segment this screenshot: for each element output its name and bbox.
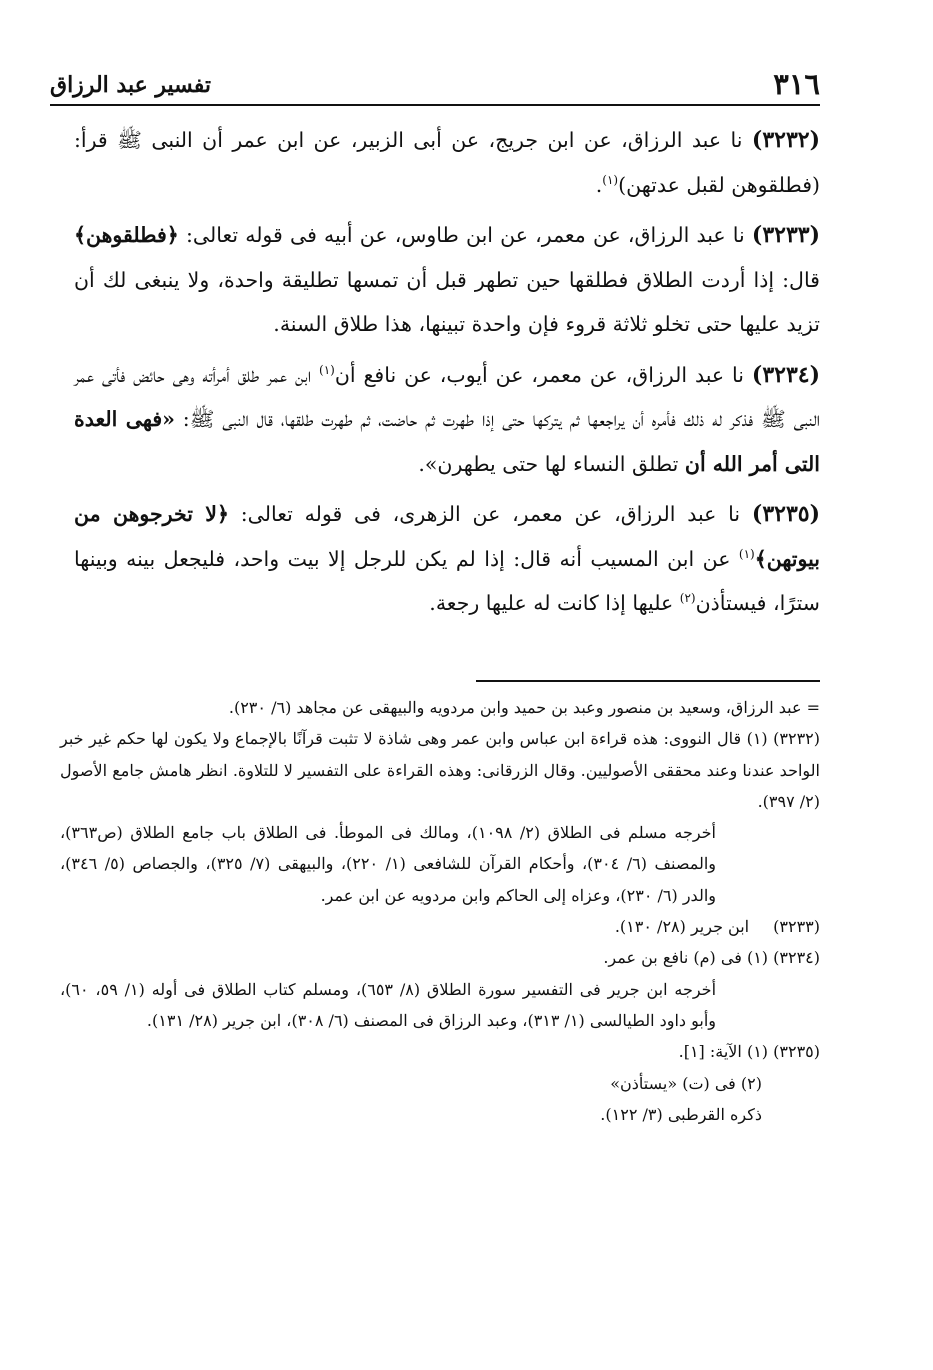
hadith-text: عن ابن المسيب أنه قال: إذا لم يكن للرجل إلا بيت واحد، فليجعل بينه وبينها سترًا، فيستأذن (74, 546, 820, 615)
footnote-text: ابن جرير (٢٨/ ١٣٠). (614, 917, 750, 937)
footnote-text: قال النووى: هذه قراءة ابن عباس وابن عمر وهى شاذة لا تثبت قرآنًا بالإجماع ولا يكون لها حكم غير خبر الواحد عندنا وعند محققى الأصوليين. وقال الزرقانى: وهذه القراءة على التفسير لا للتلاوة. انظر هامش جامع الأصول (٢/ ٣٩٧). (60, 729, 820, 811)
hadith-text: عليها إذا كانت له عليها رجعة. (429, 591, 680, 615)
hadith-number: (٣٢٣٥) (751, 501, 820, 527)
footnote-3235-2: (٢) فى (ت) «يستأذن» (610, 1073, 762, 1093)
footnote-3232-sources: أخرجه مسلم فى الطلاق (٢/ ١٠٩٨)، ومالك فى الموطأ. فى الطلاق باب جامع الطلاق (ص٣٦٣)، والمصنف (٦/ ٣٠٤)، وأحكام القرآن للشافعى (١/ ٢٢٠)، والبيهقى (٧/ ٣٢٥)، والجصاص (٥/ ٣٤٦)، والدر (٦/ ٢٣٠)، وعزاه إلى الحاكم وابن مردويه عن ابن عمر. (60, 823, 717, 905)
hadith-text: تطلق النساء لها حتى يطهرن». (418, 451, 685, 476)
footnote-label: (٣٢٣٢) (١) (746, 729, 820, 749)
hadith-3235 (74, 492, 820, 626)
footnote-3233 (60, 911, 820, 942)
footnote-3235-sources: ذكره القرطبى (٣/ ١٢٢). (600, 1104, 762, 1124)
footnote-marker: (٢) (679, 591, 696, 606)
running-title: تفسير عبد الرزاق (50, 72, 212, 98)
hadith-number: (٣٢٣٢) (751, 127, 820, 153)
footnote-marker: (١) (319, 362, 335, 377)
hadith-text: ابن عمر طلق أمرأته وهى حائض فأتى عمر النبى ﷺ فذكر له ذلك فأمره أن يراجعها ثم يتركها حتى إذا طهرت ثم حاضت، ثم طهرت طلقها، قال النبى ﷺ: (74, 362, 820, 431)
footnote-3234-sources: أخرجه ابن جرير فى التفسير سورة الطلاق (٨/ ٦٥٣)، ومسلم كتاب الطلاق فى أوله (١/ ٥٩، ٦٠)، وأبو داود الطيالسى (١/ ٣١٣)، وعبد الرزاق فى المصنف (٦/ ٣٠٨)، ابن جرير (٢٨/ ١٣١). (60, 979, 717, 1030)
prophetic-quote: «فهى العدة التى أمر الله أن (74, 407, 820, 476)
hadith-text: قال: إذا أردت الطلاق فطلقها حين تطهر قبل أن تمسها تطليقة واحدة، ولا ينبغى لك أن تزيد عليها حتى تخلو ثلاثة قروء فإن واحدة تبينها، هذا طلاق السنة. (74, 267, 820, 336)
hadith-text: نا عبد الرزاق، عن معمر، عن أيوب، عن نافع أن (334, 362, 752, 387)
hadith-3232 (74, 118, 820, 207)
hadith-number: (٣٢٣٤) (751, 361, 820, 388)
hadith-text: نا عبد الرزاق، عن ابن جريج، عن أبى الزبير، عن ابن عمر أن النبى ﷺ قرأ: (فطلقوهن لقبل عدتهن) (74, 128, 820, 197)
hadith-text: نا عبد الرزاق، عن معمر، عن الزهرى، فى قوله تعالى: (229, 502, 752, 526)
footnote-marker: (١) (738, 546, 755, 561)
footnote-separator (476, 680, 820, 682)
main-text (74, 118, 820, 632)
page-header (50, 62, 820, 106)
quran-quote: ﴿فطلقوهن﴾ (74, 223, 179, 247)
hadith-text: . (595, 172, 603, 197)
quran-quote: ﴿لا تخرجوهن من بيوتهن﴾ (74, 502, 820, 571)
footnote-3232-1 (60, 723, 820, 817)
footnote-marker: (١) (602, 172, 619, 187)
page-number: ٣١٦ (773, 67, 820, 101)
footnote-3234-1: (٣٢٣٤) (١) فى (م) نافع بن عمر. (603, 948, 820, 968)
hadith-number: (٣٢٣٣) (751, 222, 820, 248)
footnote-label: (٣٢٣٣) (773, 917, 820, 937)
hadith-3233 (74, 213, 820, 347)
footnote-continuation: = عبد الرزاق، وسعيد بن منصور وعبد بن حميد وابن مردويه والبيهقى عن مجاهد (٦/ ٢٣٠). (228, 698, 820, 717)
footnotes (60, 692, 820, 1130)
hadith-3234 (74, 353, 820, 487)
footnote-3235-1: (٣٢٣٥) (١) الآية: [١]. (678, 1042, 820, 1062)
hadith-text: نا عبد الرزاق، عن معمر، عن ابن طاوس، عن أبيه فى قوله تعالى: (178, 223, 752, 247)
